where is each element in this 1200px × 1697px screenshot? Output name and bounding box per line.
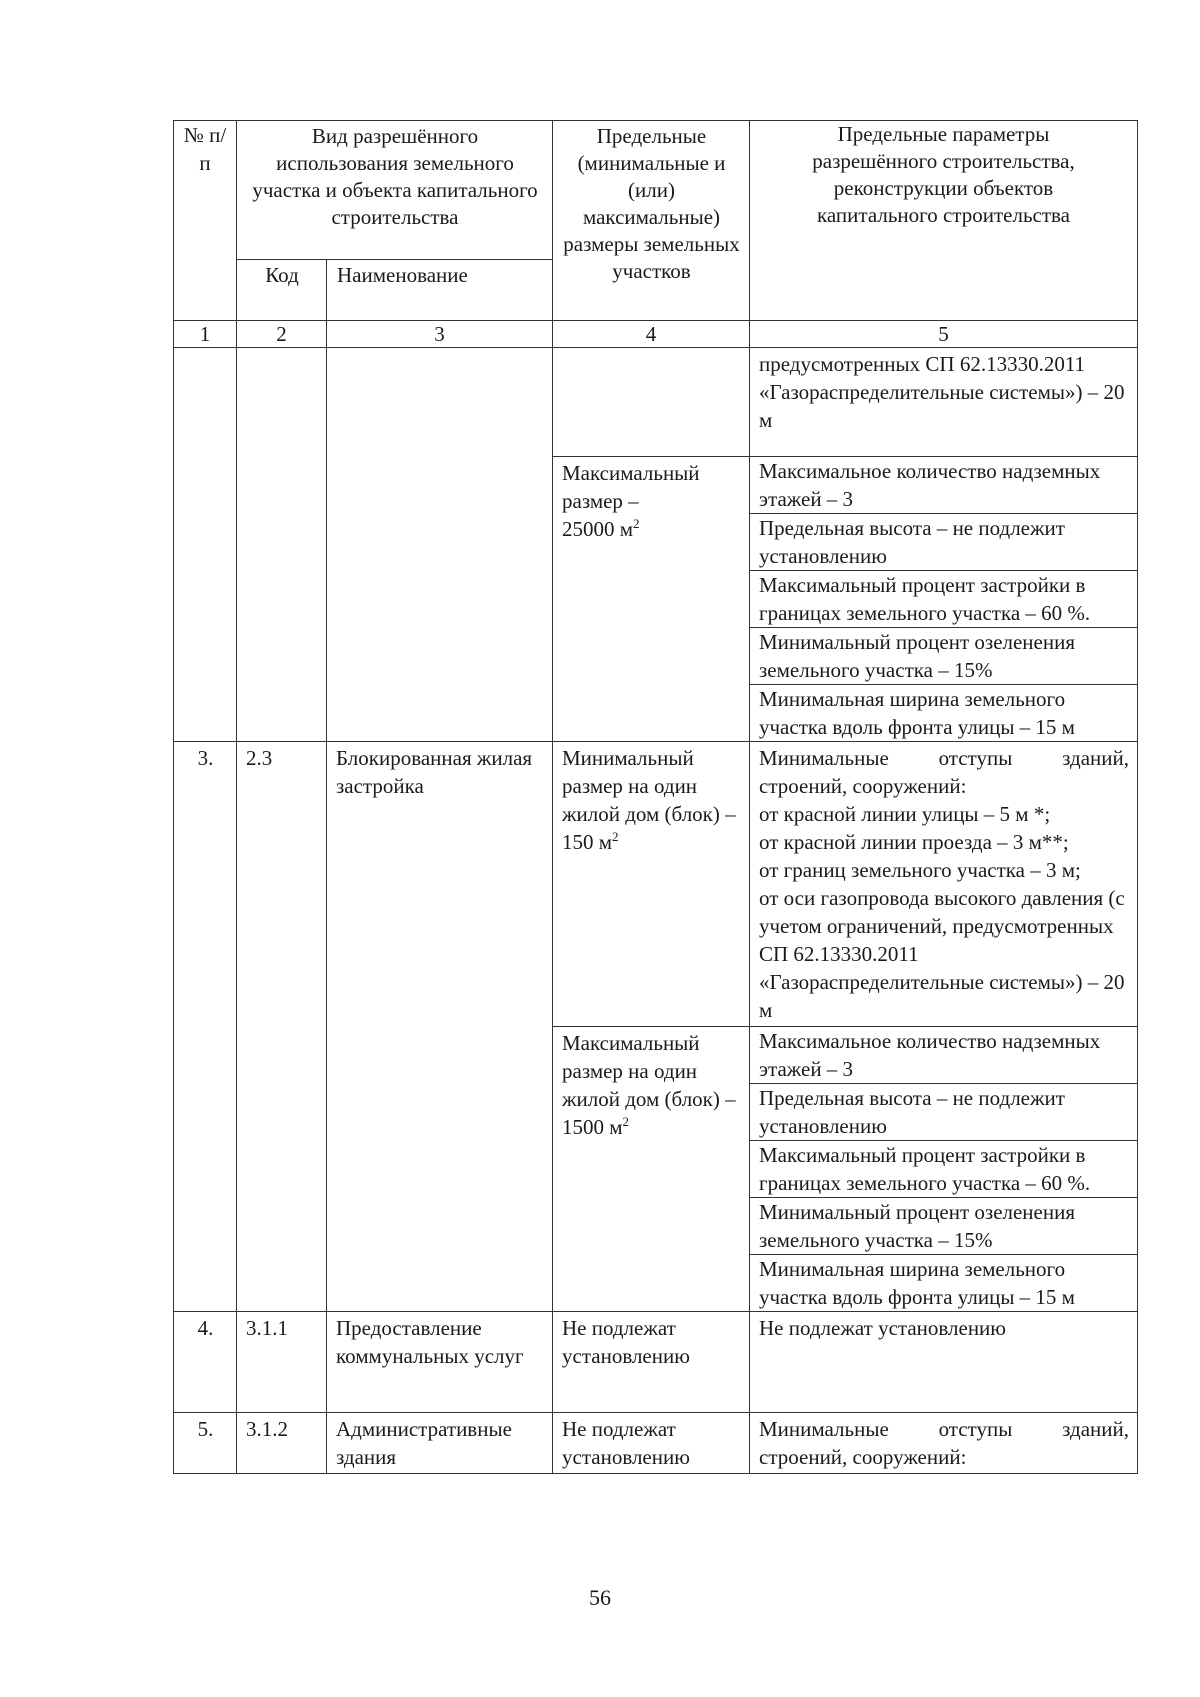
table-row-5 (174, 1413, 1138, 1474)
cell-params: предусмотренных СП 62.13330.2011 «Газораспределительные системы») – 20 м (750, 348, 1138, 457)
index-cell: 2 (237, 321, 327, 348)
cell-size: Не подлежат установлению (553, 1312, 750, 1413)
size-max-label: Максимальный размер – (562, 461, 700, 513)
table-row-4 (174, 1312, 1138, 1413)
size-max-text: Максимальный размер на один жилой дом (блок) – 1500 м (562, 1031, 736, 1139)
cell-num: 4. (174, 1312, 237, 1413)
cell-name: Административные здания (327, 1413, 553, 1474)
cell-name (327, 348, 553, 742)
land-use-table (173, 120, 1138, 1474)
param-front-width: Минимальная ширина земельного участка вдоль фронта улицы – 15 м (759, 1257, 1075, 1309)
setback-gas: от оси газопровода высокого давления (с учетом ограничений, предусмотренных СП 62.13330.2011 «Газораспределительные системы») – 20 м (759, 886, 1125, 1022)
cell-params-list (750, 457, 1138, 742)
setback-passage: от красной линии проезда – 3 м**; (759, 830, 1069, 854)
cell-size (553, 348, 750, 457)
cell-num: 5. (174, 1413, 237, 1474)
params-subtitle: строений, сооружений: (759, 1445, 967, 1469)
header-code: Код (237, 260, 327, 321)
cell-code: 3.1.2 (237, 1413, 327, 1474)
cell-name: Блокированная жилая застройка (327, 742, 553, 1312)
size-max-sup: 2 (622, 1114, 630, 1129)
param-build-percent: Максимальный процент застройки в границах земельного участка – 60 %. (750, 571, 1137, 628)
params-title: Минимальные отступы зданий, (759, 1417, 1129, 1441)
cell-num (174, 348, 237, 742)
param-green-percent: Минимальный процент озеленения земельного участка – 15% (750, 1198, 1137, 1255)
cell-code: 2.3 (237, 742, 327, 1312)
cell-params: Не подлежат установлению (750, 1312, 1138, 1413)
setback-title: Минимальные отступы зданий, (759, 746, 1129, 770)
index-cell: 4 (553, 321, 750, 348)
size-max-value: 25000 м (562, 517, 634, 541)
header-name: Наименование (327, 260, 553, 321)
cell-setbacks (750, 742, 1138, 1027)
page-number: 56 (589, 1585, 611, 1610)
cell-size-max (553, 1027, 750, 1312)
index-row (174, 321, 1138, 348)
param-height: Предельная высота – не подлежит установлению (750, 1084, 1137, 1141)
param-build-percent: Максимальный процент застройки в границах земельного участка – 60 %. (750, 1141, 1137, 1198)
cell-name: Предоставление коммунальных услуг (327, 1312, 553, 1413)
param-green-percent: Минимальный процент озеленения земельного участка – 15% (750, 628, 1137, 685)
header-sizes: Предельные (минимальные и (или) максимальные) размеры земельных участков (553, 121, 750, 321)
param-floors: Максимальное количество надземных этажей – 3 (750, 1027, 1137, 1084)
header-num: № п/п (174, 121, 237, 321)
header-kind-group: Вид разрешённого использования земельного участка и объекта капитального строительства (237, 121, 553, 260)
cell-code: 3.1.1 (237, 1312, 327, 1413)
index-cell: 1 (174, 321, 237, 348)
header-row (174, 121, 1138, 260)
cell-size-max (553, 457, 750, 742)
index-cell: 5 (750, 321, 1138, 348)
size-max-sup: 2 (633, 516, 640, 531)
cell-size-min (553, 742, 750, 1027)
table-row-cont (174, 348, 1138, 457)
setback-street: от красной линии улицы – 5 м *; (759, 802, 1051, 826)
size-min-text: Минимальный размер на один жилой дом (блок) –150 м (562, 746, 736, 854)
param-front-width: Минимальная ширина земельного участка вдоль фронта улицы – 15 м (759, 687, 1075, 739)
cell-size: Не подлежат установлению (553, 1413, 750, 1474)
param-height: Предельная высота – не подлежит установлению (750, 514, 1137, 571)
size-min-sup: 2 (612, 829, 619, 844)
cell-params (750, 1413, 1138, 1474)
setback-boundary: от границ земельного участка – 3 м; (759, 858, 1081, 882)
setback-subtitle: строений, сооружений: (759, 774, 967, 798)
index-cell: 3 (327, 321, 553, 348)
table-row-3 (174, 742, 1138, 1027)
header-params: Предельные параметры разрешённого строительства, реконструкции объектов капитального строительства (750, 121, 1138, 321)
cell-code (237, 348, 327, 742)
cell-num: 3. (174, 742, 237, 1312)
cell-params-list (750, 1027, 1138, 1312)
param-floors: Максимальное количество надземных этажей – 3 (750, 457, 1137, 514)
